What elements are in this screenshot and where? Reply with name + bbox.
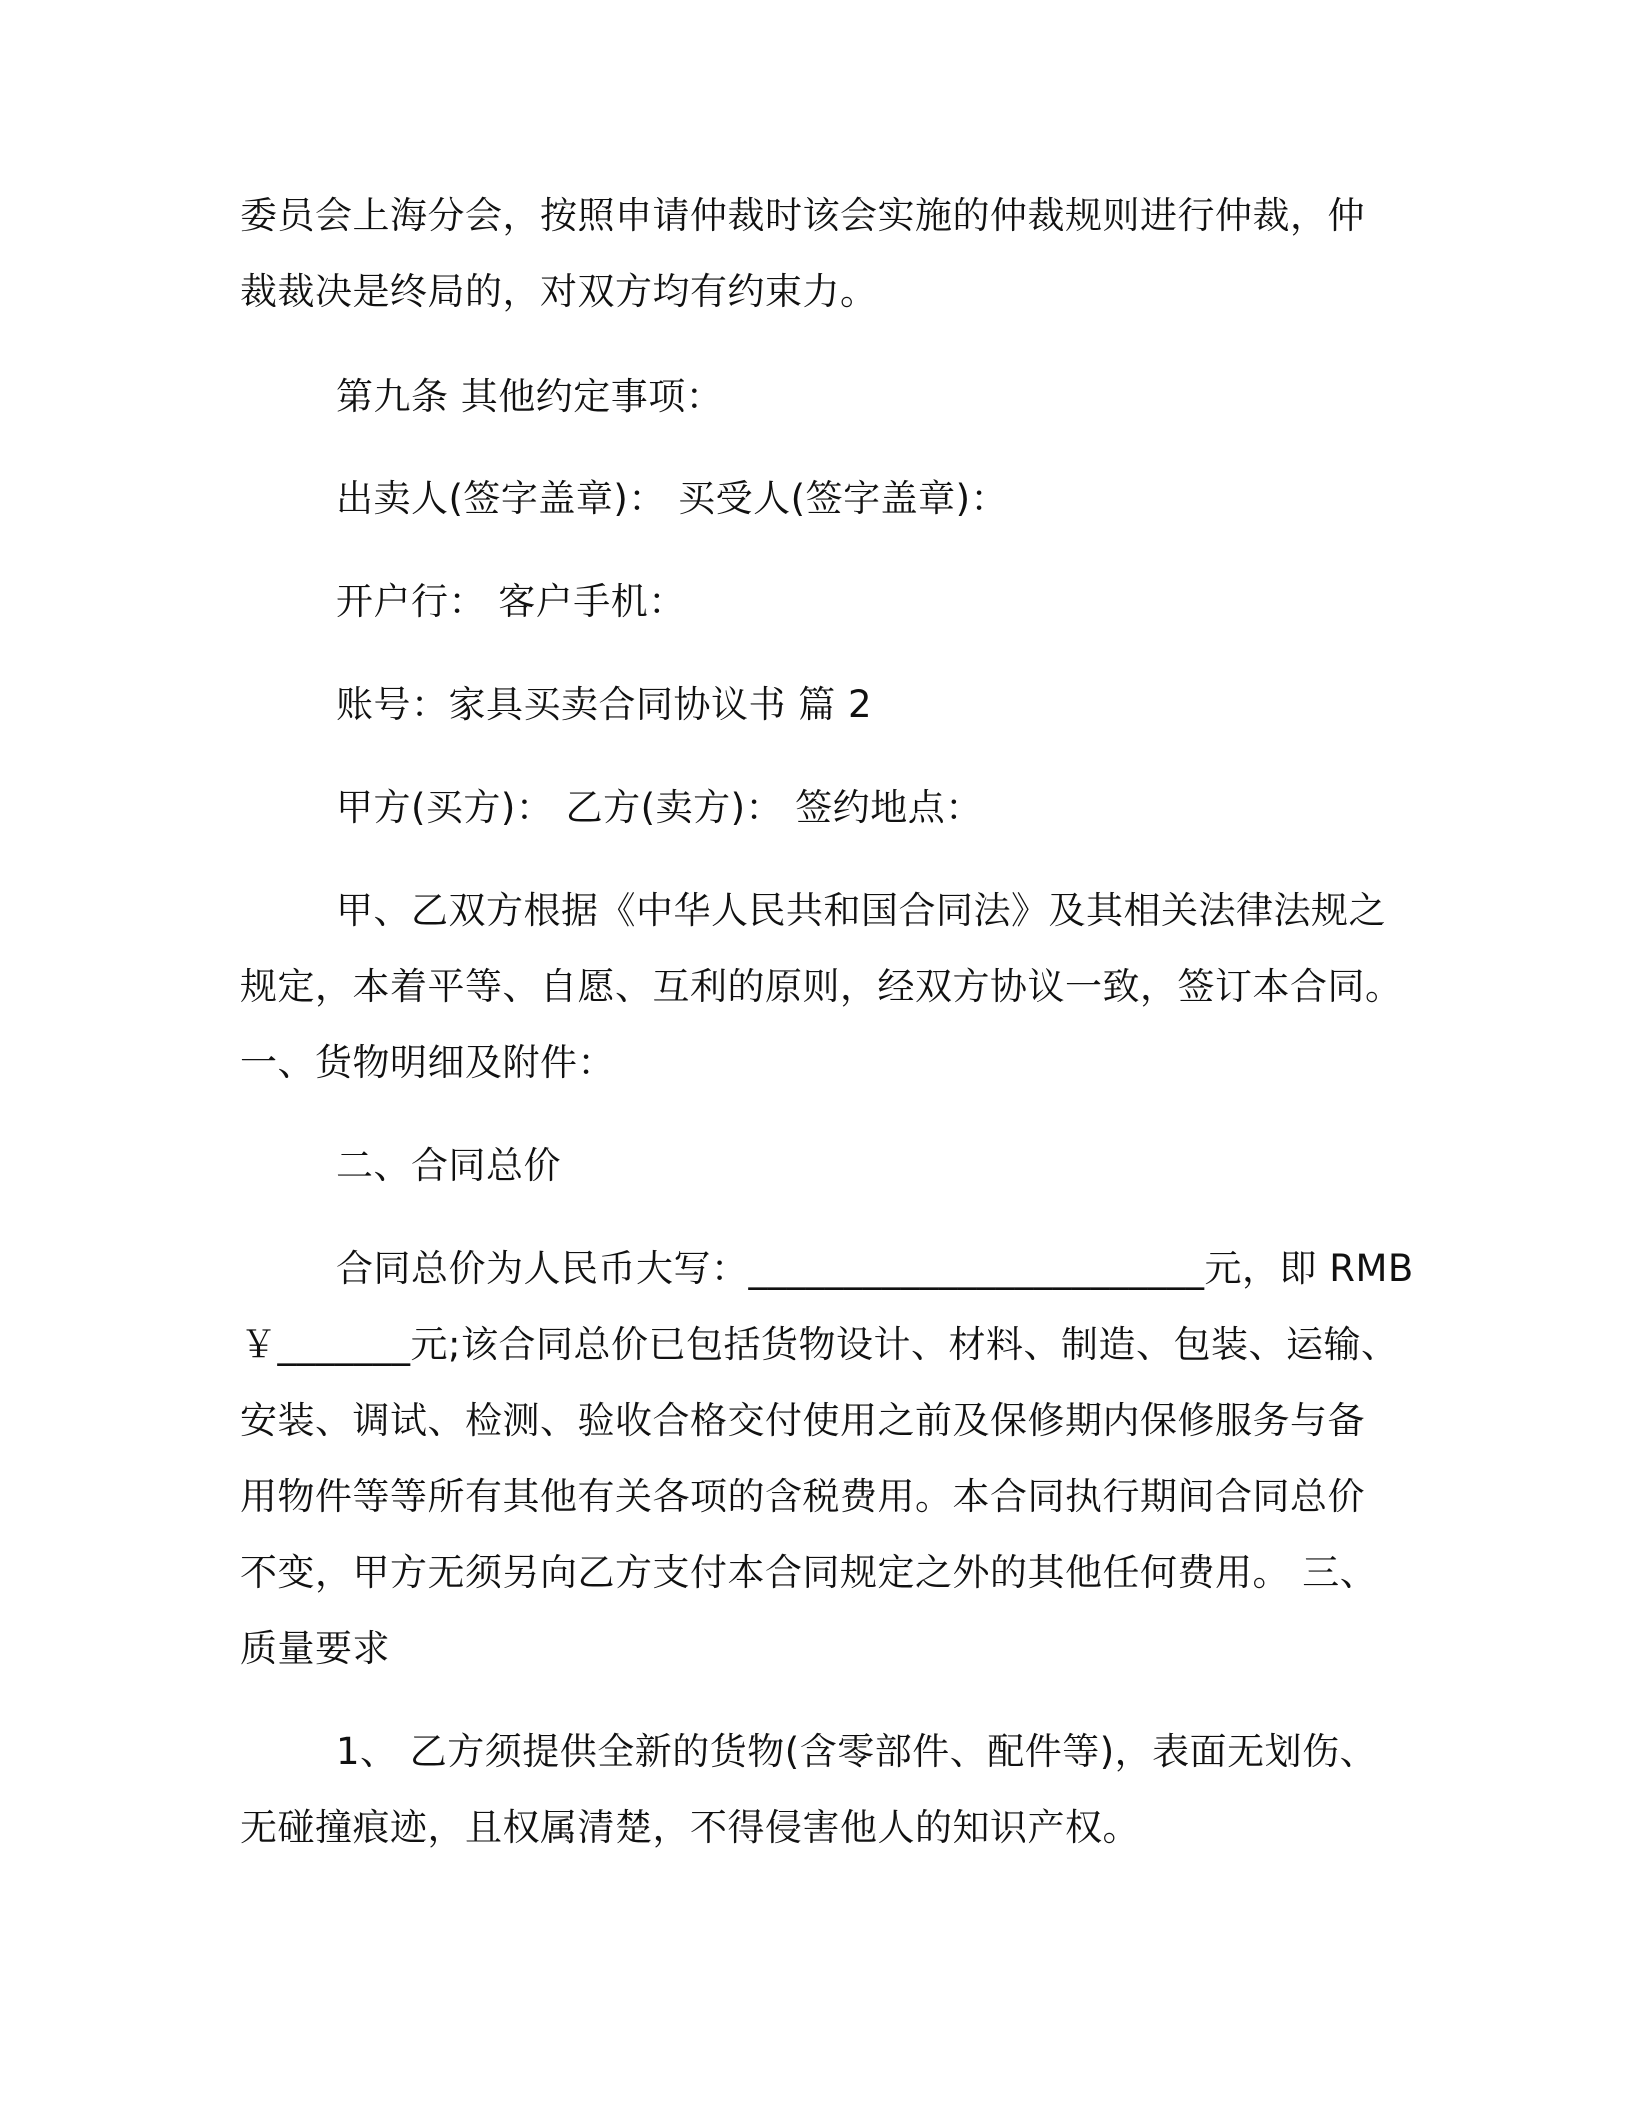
section-two-heading: 二、合同总价 [336,1144,561,1187]
quality-item-line: 无碰撞痕迹，且权属清楚，不得侵害他人的知识产权。 [240,1806,1140,1849]
section-one-heading: 一、货物明细及附件： [240,1041,615,1084]
price-paragraph-line: 不变，甲方无须另向乙方支付本合同规定之外的其他任何费用。 三、 [240,1551,1378,1594]
section-three-heading: 质量要求 [240,1627,390,1670]
article-nine-heading: 第九条 其他约定事项： [336,375,724,418]
preamble-paragraph-line: 甲、乙双方根据《中华人民共和国合同法》及其相关法律法规之 [336,889,1386,932]
quality-item-line: 1、 乙方须提供全新的货物(含零部件、配件等)，表面无划伤、 [336,1730,1378,1773]
text-line: 裁裁决是终局的，对双方均有约束力。 [240,270,878,313]
text-line-continuation: 委员会上海分会，按照申请仲裁时该会实施的仲裁规则进行仲裁，仲 [240,194,1365,237]
signature-line: 出卖人(签字盖章)： 买受人(签字盖章)： [336,477,1009,520]
preamble-paragraph-line: 规定，本着平等、自愿、互利的原则，经双方协议一致，签订本合同。 [240,965,1403,1008]
price-paragraph-line: 安装、调试、检测、验收合格交付使用之前及保修期内保修服务与备 [240,1399,1365,1442]
price-paragraph-line: ￥_______元;该合同总价已包括货物设计、材料、制造、包装、运输、 [240,1323,1399,1366]
account-line: 账号：家具买卖合同协议书 篇 2 [336,683,873,726]
bank-line: 开户行： 客户手机： [336,580,686,623]
parties-line: 甲方(买方)： 乙方(卖方)： 签约地点： [336,786,983,829]
price-paragraph-line: 合同总价为人民币大写：________________________元，即 RMB [336,1247,1414,1290]
price-paragraph-line: 用物件等等所有其他有关各项的含税费用。本合同执行期间合同总价 [240,1475,1365,1518]
